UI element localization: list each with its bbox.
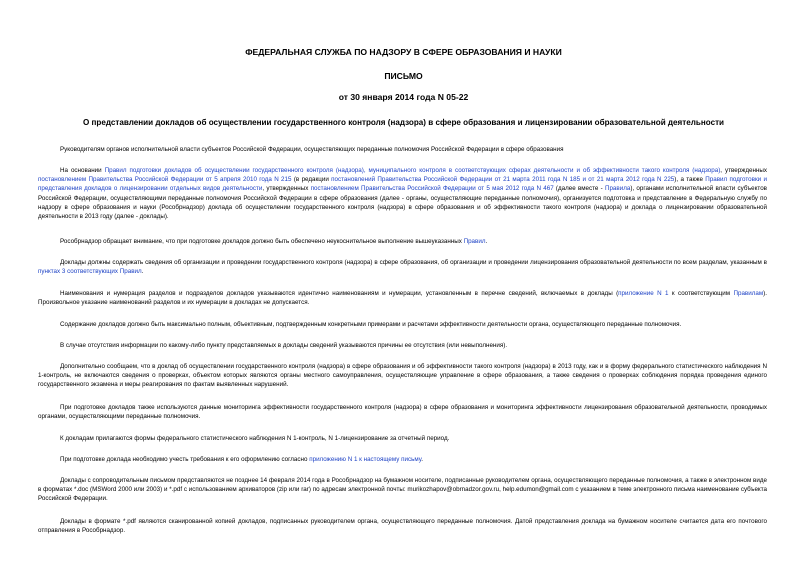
paragraph-text: (далее вместе - xyxy=(553,185,605,193)
paragraph-text: , утвержденных xyxy=(262,185,311,193)
addressee-line: Руководителям органов исполнительной власти субъектов Российской Федерации, осуществляющих переданные полномочия Российской Федерации в сфере образования xyxy=(60,146,564,153)
link-report-rules[interactable]: Правил подготовки докладов об осуществлении государственного контроля (надзора), муниципального контроля в соответствующих сферах деятельности и об эффективности такого контроля (надзора) xyxy=(104,167,721,174)
paragraph-monitoring: При подготовке докладов также используются данные мониторинга эффективности государственного контроля (надзора) в сфере образования и мониторинга эффективности лицензирования образовательной деятельности, проводимых органами, осуществляющими переданные полномочия. xyxy=(38,404,767,421)
paragraph-text: к соответствующим xyxy=(668,290,734,297)
paragraph-text: . xyxy=(421,456,423,463)
link-resolution-467[interactable]: постановлением Правительства Российской Федерации от 5 мая 2012 года N 467 xyxy=(310,185,554,193)
paragraph-submission: Доклады с сопроводительным письмом представляются не позднее 14 февраля 2014 года в Рособрнадзор на бумажном носителе, подписанные руководителем органа, осуществляющего переданные полномочия, а также в электронном виде в форматах *.doc (MSWord 2000 или 2003) и *.pdf с использованием архиваторов (zip или rar) по адресам электронной почты: murikozhapov@obrnadzor.gov.ru, help.edumon@gmail.com с указанием в теме электронного письма наименование субъекта Российской Федерации. xyxy=(38,477,767,503)
paragraph-text: Рособрнадзор обращает внимание, что при подготовке докладов должно быть обеспечено неукоснительное выполнение вышеуказанных xyxy=(60,238,464,245)
paragraph-compliance xyxy=(38,237,767,246)
paragraph-text: (в редакции xyxy=(291,176,332,184)
paragraph-completeness: Содержание докладов должно быть максимально полным, объективным, подтвержденным конкретными примерами и расчетами эффективности деятельности органа, осуществляющего переданные полномочия. xyxy=(60,321,682,328)
paragraph-attachments: К докладам прилагаются формы федерального статистического наблюдения N 1-контроль, N 1-лицензирование за отчетный период. xyxy=(60,435,450,442)
paragraph-missing-info: В случае отсутствия информации по какому-либо пункту представляемых в доклады сведений указываются причины ее отсутствия (или невыполнения). xyxy=(60,342,508,349)
document-date-number: от 30 января 2014 года N 05-22 xyxy=(338,92,469,102)
link-rules[interactable]: Правила xyxy=(604,185,631,193)
paragraph-text: . xyxy=(141,268,144,276)
link-rules[interactable]: Правилам xyxy=(733,290,764,297)
link-rules-point-3[interactable]: пунктах 3 соответствующих Правил xyxy=(38,268,142,276)
paragraph-text: Наименования и нумерация разделов и подразделов докладов указываются идентично наименованиям и нумерации, установленным в перечне сведений, включаемых в доклады ( xyxy=(60,290,619,297)
paragraph-content-requirements xyxy=(38,258,767,276)
document-title: О представлении докладов об осуществлении государственного контроля (надзора) в сфере образования и лицензировании образовательной деятельности xyxy=(82,118,725,127)
link-appendix-1[interactable]: приложение N 1 xyxy=(618,290,669,297)
paragraph-text: Доклады должны содержать сведения об организации и проведении государственного контроля (надзора) в сфере образования, об организации и проведении лицензирования образовательной деятельности по всем разделам, указанным в xyxy=(60,259,767,266)
paragraph-text: , утвержденных xyxy=(720,167,767,174)
paragraph-text: . xyxy=(485,238,488,245)
paragraph-additional-info: Дополнительно сообщаем, что в доклад об осуществлении государственного контроля (надзора) в сфере образования и об эффективности такого контроля (надзора) в 2013 году, как и в форму федерального статистического наблюдения N 1-контроль, не включаются сведения о проверках, объектом которых являются органы местного самоуправления, осуществляющие управление в сфере образования, а также сведения о проверках соблюдения порядка проведения единого государственного экзамена и меры реагирования по фактам выявленных нарушений. xyxy=(38,363,767,389)
link-appendix-to-letter[interactable]: приложению N 1 к настоящему письму xyxy=(309,456,422,463)
paragraph-formatting xyxy=(38,455,767,464)
paragraph-text: На основании xyxy=(60,167,105,174)
link-licensing-rules[interactable]: Правил подготовки и представления докладов о лицензировании отдельных видов деятельности xyxy=(38,176,767,193)
paragraph-text: При подготовке доклада необходимо учесть требования к его оформлению согласно xyxy=(60,456,310,463)
link-rules[interactable]: Правил xyxy=(463,238,486,245)
link-resolution-215[interactable]: постановлением Правительства Российской Федерации от 5 апреля 2010 года N 215 xyxy=(38,176,292,184)
document-type: ПИСЬМО xyxy=(384,71,423,81)
link-resolutions-185-225[interactable]: постановлений Правительства Российской Федерации от 21 марта 2011 года N 185 и от 21 марта 2012 года N 225 xyxy=(331,176,675,184)
paragraph-basis xyxy=(38,166,767,221)
paragraph-text: ). Произвольное указание наименований разделов и их нумерации в докладах не допускается. xyxy=(38,290,767,307)
paragraph-section-naming xyxy=(38,289,767,307)
paragraph-text: ), органами исполнительной власти субъектов Российской Федерации, осуществляющими переданные полномочия Российской Федерации в сфере образования (далее - органы, осуществляющие переданные полномочия), организуется подготовка и представление в Федеральную службу по надзору в сфере образования и науки (Рособрнадзор) доклада об осуществлении государственного контроля (надзора) в сфере образования и об эффективности такого контроля (надзора) и доклада о лицензировании образовательной деятельности в 2013 году (далее - доклады). xyxy=(38,185,767,221)
agency-name: ФЕДЕРАЛЬНАЯ СЛУЖБА ПО НАДЗОРУ В СФЕРЕ ОБРАЗОВАНИЯ И НАУКИ xyxy=(245,47,562,57)
paragraph-pdf-format: Доклады в формате *.pdf являются сканированной копией докладов, подписанных руководителем органа, осуществляющего переданные полномочия. Датой представления доклада на бумажном носителе считается дата его почтового отправления в Рособрнадзор. xyxy=(38,518,767,535)
paragraph-text: ), а также xyxy=(674,176,706,184)
